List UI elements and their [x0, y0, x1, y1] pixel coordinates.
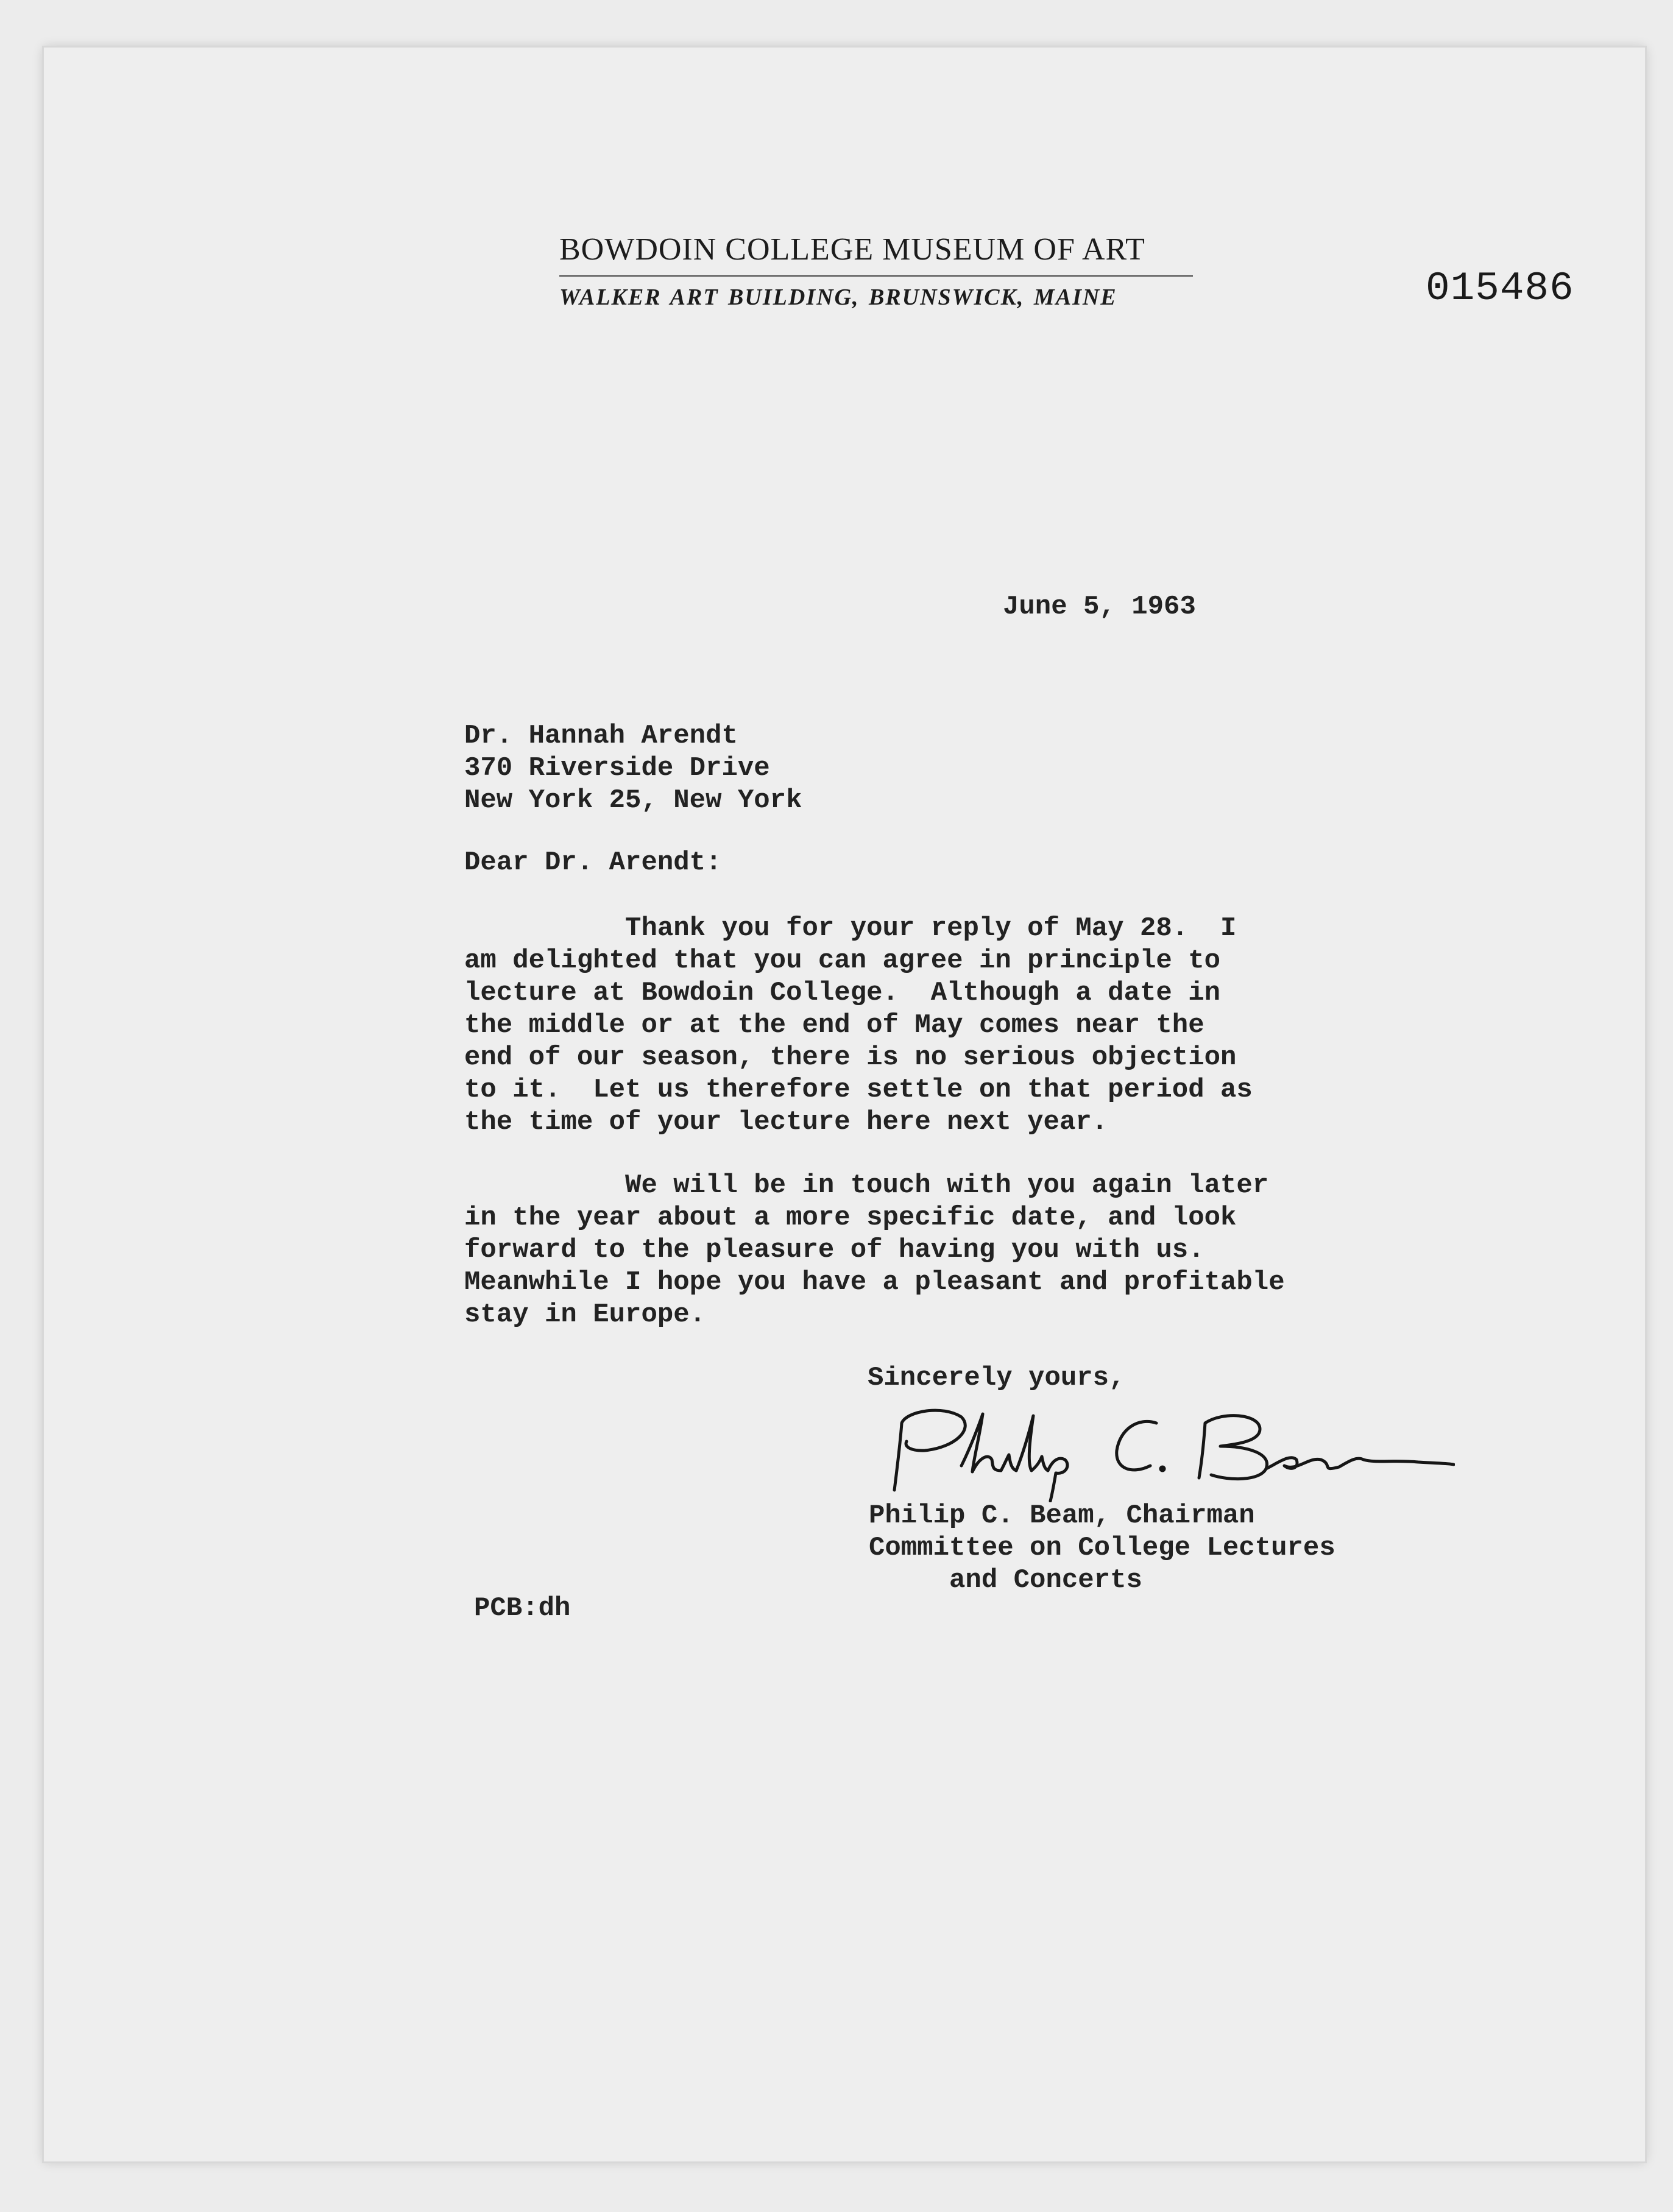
text-line: forward to the pleasure of having you with us. — [464, 1235, 1204, 1265]
text-line: to it. Let us therefore settle on that period as — [464, 1075, 1253, 1105]
recipient-address — [464, 720, 802, 817]
text-line: Meanwhile I hope you have a pleasant and profitable — [464, 1267, 1285, 1298]
text-line: stay in Europe. — [464, 1299, 706, 1330]
address-line: 370 Riverside Drive — [464, 753, 770, 783]
signer-line: and Concerts — [869, 1565, 1142, 1595]
address-line: Dr. Hannah Arendt — [464, 721, 738, 751]
signer-line: Committee on College Lectures — [869, 1533, 1335, 1563]
text-line: am delighted that you can agree in principle to — [464, 945, 1221, 976]
salutation: Dear Dr. Arendt: — [464, 847, 722, 878]
letterhead-institution: BOWDOIN COLLEGE MUSEUM OF ART — [559, 232, 1145, 267]
text-line: We will be in touch with you again later — [464, 1170, 1269, 1201]
body-paragraph-1 — [464, 913, 1253, 1139]
text-line: end of our season, there is no serious objection — [464, 1042, 1237, 1073]
closing: Sincerely yours, — [868, 1363, 1125, 1393]
handwritten-signature — [870, 1399, 1455, 1502]
signer-block — [869, 1500, 1335, 1597]
text-line: Thank you for your reply of May 28. I — [464, 913, 1237, 944]
letter-date: June 5, 1963 — [1003, 592, 1196, 622]
address-line: New York 25, New York — [464, 785, 802, 816]
letterhead — [559, 230, 1193, 311]
text-line: lecture at Bowdoin College. Although a date in — [464, 978, 1221, 1008]
reference-initials: PCB:dh — [474, 1593, 571, 1624]
document-number: 015486 — [1426, 266, 1574, 311]
letter-page — [44, 48, 1645, 2161]
signer-line: Philip C. Beam, Chairman — [869, 1500, 1255, 1531]
letterhead-address: WALKER ART BUILDING, BRUNSWICK, MAINE — [559, 284, 1117, 310]
body-paragraph-2 — [464, 1170, 1285, 1331]
text-line: the middle or at the end of May comes near the — [464, 1010, 1204, 1041]
text-line: in the year about a more specific date, and look — [464, 1203, 1237, 1233]
text-line: the time of your lecture here next year. — [464, 1107, 1108, 1137]
letterhead-rule — [559, 275, 1193, 277]
